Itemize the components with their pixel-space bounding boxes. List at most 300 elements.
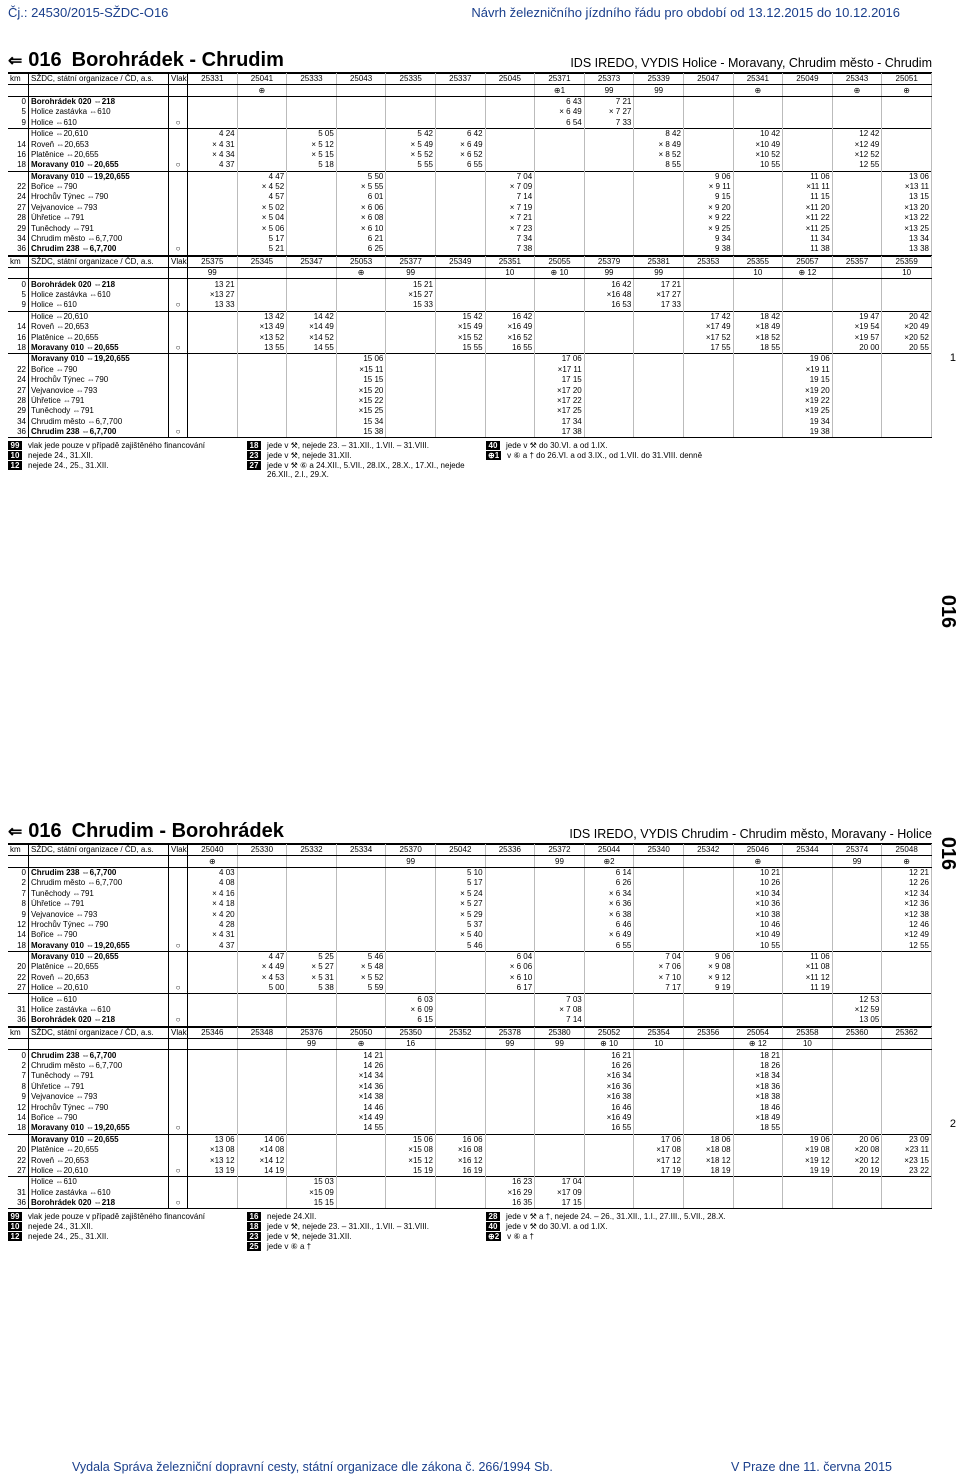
line-number: 016	[28, 49, 62, 71]
departure-time: 15 21	[386, 279, 436, 290]
departure-time: 16 23	[485, 1177, 535, 1188]
departure-time	[535, 983, 585, 994]
departure-time: 14 19	[237, 1166, 287, 1177]
departure-time	[535, 1113, 585, 1123]
departure-time: 8 42	[634, 128, 684, 139]
train-number: 25341	[733, 74, 783, 85]
departure-time	[485, 150, 535, 160]
departure-time	[832, 1050, 882, 1061]
departure-time	[386, 1188, 436, 1198]
train-note-marker	[29, 1039, 169, 1050]
departure-time: 23 09	[882, 1134, 932, 1145]
departure-time: 7 17	[634, 983, 684, 994]
train-note-marker: 16	[386, 1039, 436, 1050]
table-row	[8, 182, 932, 192]
departure-time	[584, 354, 634, 365]
departure-time: 7 33	[584, 118, 634, 129]
departure-time	[237, 107, 287, 117]
departure-time	[237, 889, 287, 899]
departure-time: 4 57	[237, 192, 287, 202]
departure-time: ×15 25	[336, 406, 386, 416]
station-name: Holice zastávka ⇔610	[29, 1188, 169, 1198]
departure-time	[535, 311, 585, 322]
departure-time	[336, 343, 386, 354]
km-cell: 22	[8, 1155, 29, 1165]
departure-time	[683, 1071, 733, 1081]
departure-time	[188, 1015, 238, 1026]
departure-time	[237, 994, 287, 1005]
departure-time: × 6 49	[584, 930, 634, 940]
departure-time	[188, 332, 238, 342]
departure-time	[733, 96, 783, 107]
departure-time: × 5 04	[237, 213, 287, 223]
departure-time: 14 46	[336, 1102, 386, 1112]
table-row	[8, 118, 932, 129]
departure-time	[435, 279, 485, 290]
departure-time: ×16 48	[584, 290, 634, 300]
departure-time	[188, 983, 238, 994]
station-name: Holice ⇔610	[29, 1177, 169, 1188]
departure-time: 5 42	[386, 128, 436, 139]
departure-time	[485, 941, 535, 952]
departure-time	[386, 375, 436, 385]
departure-time	[584, 951, 634, 962]
station-name: Bořice ⇔790	[29, 930, 169, 940]
departure-time	[832, 1071, 882, 1081]
table-row	[8, 878, 932, 888]
departure-time	[584, 994, 634, 1005]
departure-time: 4 37	[188, 941, 238, 952]
departure-time	[783, 343, 833, 354]
departure-time	[683, 899, 733, 909]
train-number: 25340	[634, 845, 684, 856]
departure-time	[634, 899, 684, 909]
departure-time	[237, 1198, 287, 1209]
timetable-table	[8, 1027, 932, 1210]
station-name: Chrudim 238 ⇔6,7,700	[29, 1050, 169, 1061]
departure-time	[733, 203, 783, 213]
departure-time	[733, 1155, 783, 1165]
train-number: 25047	[683, 74, 733, 85]
departure-time	[832, 889, 882, 899]
departure-time	[535, 1123, 585, 1134]
km-cell: 27	[8, 203, 29, 213]
departure-time: ×15 11	[336, 365, 386, 375]
train-number: 25380	[535, 1027, 585, 1038]
station-name: Úhřetice ⇔791	[29, 396, 169, 406]
km-cell	[8, 171, 29, 182]
departure-time: 6 55	[435, 160, 485, 171]
departure-time	[237, 1005, 287, 1015]
departure-time	[634, 1123, 684, 1134]
departure-time	[634, 332, 684, 342]
departure-time	[287, 171, 337, 182]
departure-time	[287, 909, 337, 919]
departure-time	[435, 354, 485, 365]
departure-time: ×19 25	[783, 406, 833, 416]
departure-time: 15 06	[336, 354, 386, 365]
train-note-marker	[435, 1039, 485, 1050]
train-number: 25348	[237, 1027, 287, 1038]
departure-time	[386, 171, 436, 182]
departure-time	[287, 1071, 337, 1081]
departure-time: × 5 55	[336, 182, 386, 192]
departure-time	[287, 290, 337, 300]
departure-time	[237, 96, 287, 107]
departure-time	[683, 1177, 733, 1188]
station-name: Vejvanovice ⇔793	[29, 1092, 169, 1102]
stop-marker	[169, 1050, 188, 1061]
departure-time	[634, 406, 684, 416]
departure-time	[188, 1005, 238, 1015]
departure-time	[435, 1082, 485, 1092]
departure-time	[336, 332, 386, 342]
departure-time	[435, 203, 485, 213]
departure-time	[485, 930, 535, 940]
departure-time: 7 03	[535, 994, 585, 1005]
train-note-marker: ⊕ 10	[584, 1039, 634, 1050]
departure-time	[188, 962, 238, 972]
departure-time	[535, 1082, 585, 1092]
departure-time: 9 34	[683, 234, 733, 244]
departure-time	[386, 867, 436, 878]
footnote-key: 23	[247, 1232, 261, 1241]
section-heading	[8, 817, 932, 844]
departure-time: × 7 19	[485, 203, 535, 213]
departure-time: 13 42	[237, 311, 287, 322]
departure-time	[882, 427, 932, 438]
footnote-column	[247, 1212, 472, 1252]
departure-time: 18 26	[733, 1061, 783, 1071]
departure-time	[386, 899, 436, 909]
departure-time	[882, 1188, 932, 1198]
departure-time	[287, 406, 337, 416]
departure-time	[485, 1071, 535, 1081]
departure-time	[237, 941, 287, 952]
departure-time	[733, 417, 783, 427]
column-header: km	[8, 256, 29, 267]
train-number: 25375	[188, 256, 238, 267]
departure-time: 19 15	[783, 375, 833, 385]
departure-time: 23 22	[882, 1166, 932, 1177]
departure-time: ×14 49	[287, 322, 337, 332]
departure-time	[535, 160, 585, 171]
departure-time	[584, 244, 634, 255]
station-name: Tuněchody ⇔791	[29, 1071, 169, 1081]
departure-time	[683, 1050, 733, 1061]
departure-time	[435, 1005, 485, 1015]
departure-time	[832, 107, 882, 117]
stop-marker	[169, 203, 188, 213]
departure-time	[584, 973, 634, 983]
departure-time: 17 04	[535, 1177, 585, 1188]
departure-time	[435, 973, 485, 983]
departure-time	[386, 889, 436, 899]
departure-time: 9 15	[683, 192, 733, 202]
departure-time	[882, 994, 932, 1005]
table-row	[8, 930, 932, 940]
train-note-marker: 99	[386, 856, 436, 867]
km-cell: 5	[8, 107, 29, 117]
departure-time: 4 24	[188, 128, 238, 139]
departure-time: 15 15	[336, 375, 386, 385]
departure-time	[733, 234, 783, 244]
timetable-section-borohradek-chrudim	[8, 46, 932, 480]
departure-time	[584, 343, 634, 354]
table-row	[8, 150, 932, 160]
departure-time: 7 04	[634, 951, 684, 962]
departure-time	[634, 213, 684, 223]
departure-time: 12 42	[832, 128, 882, 139]
departure-time	[287, 354, 337, 365]
station-name: Platěnice ⇔20,655	[29, 150, 169, 160]
departure-time	[683, 994, 733, 1005]
departure-time	[683, 1123, 733, 1134]
departure-time: ×17 25	[535, 406, 585, 416]
departure-time: 16 26	[584, 1061, 634, 1071]
station-name: Hrochův Týnec ⇔790	[29, 192, 169, 202]
departure-time: 5 18	[287, 160, 337, 171]
footnote	[8, 441, 233, 450]
stop-marker	[169, 213, 188, 223]
departure-time	[733, 962, 783, 972]
table-row	[8, 994, 932, 1005]
departure-time	[832, 1061, 882, 1071]
departure-time	[683, 406, 733, 416]
footnote-text: nejede 24.XII.	[267, 1212, 317, 1222]
departure-time	[832, 223, 882, 233]
departure-time	[783, 867, 833, 878]
station-name: Moravany 010 ⇔20,655	[29, 951, 169, 962]
departure-time: ×17 52	[683, 332, 733, 342]
departure-time	[386, 385, 436, 395]
km-cell: 18	[8, 1123, 29, 1134]
km-cell: 9	[8, 118, 29, 129]
departure-time	[634, 941, 684, 952]
train-note-marker: ⊕ 10	[535, 268, 585, 279]
departure-time: ×13 20	[882, 203, 932, 213]
station-name: Bořice ⇔790	[29, 365, 169, 375]
departure-time	[535, 1050, 585, 1061]
stop-marker	[169, 96, 188, 107]
train-number: 25345	[237, 256, 287, 267]
departure-time: × 9 22	[683, 213, 733, 223]
train-note-marker	[29, 268, 169, 279]
km-cell	[8, 951, 29, 962]
train-number: 25331	[188, 74, 238, 85]
station-name: Roveň ⇔20,653	[29, 139, 169, 149]
departure-time	[237, 279, 287, 290]
departure-time	[783, 889, 833, 899]
departure-time	[237, 427, 287, 438]
train-note-marker: ⊕	[733, 85, 783, 96]
departure-time	[683, 1102, 733, 1112]
table-row	[8, 203, 932, 213]
footnote	[486, 1232, 786, 1241]
footnote	[247, 451, 472, 460]
departure-time: 5 00	[237, 983, 287, 994]
departure-time	[832, 941, 882, 952]
departure-time: 15 19	[386, 1166, 436, 1177]
stop-marker	[169, 290, 188, 300]
departure-time	[535, 1092, 585, 1102]
train-note-marker: 99	[832, 856, 882, 867]
departure-time	[435, 417, 485, 427]
departure-time	[435, 118, 485, 129]
column-header: Vlak	[169, 1027, 188, 1038]
departure-time	[188, 1123, 238, 1134]
train-number: 25335	[386, 74, 436, 85]
departure-time	[386, 192, 436, 202]
departure-time	[336, 909, 386, 919]
departure-time	[287, 1134, 337, 1145]
train-number: 25052	[584, 1027, 634, 1038]
train-number: 25351	[485, 256, 535, 267]
departure-time	[882, 160, 932, 171]
departure-time	[435, 994, 485, 1005]
train-note-marker	[336, 85, 386, 96]
departure-time	[336, 150, 386, 160]
departure-time: 18 06	[683, 1134, 733, 1145]
station-name: Hrochův Týnec ⇔790	[29, 375, 169, 385]
stop-marker	[169, 396, 188, 406]
departure-time: ×11 25	[783, 223, 833, 233]
departure-time	[584, 427, 634, 438]
departure-time	[287, 1113, 337, 1123]
km-cell: 2	[8, 878, 29, 888]
departure-time: × 4 49	[237, 962, 287, 972]
departure-time	[237, 150, 287, 160]
table-row	[8, 1198, 932, 1209]
departure-time: ×10 49	[733, 930, 783, 940]
departure-time	[188, 107, 238, 117]
km-cell: 0	[8, 96, 29, 107]
departure-time	[188, 1198, 238, 1209]
departure-time	[237, 920, 287, 930]
departure-time	[336, 994, 386, 1005]
departure-time: ×14 52	[287, 332, 337, 342]
departure-time: 15 15	[287, 1198, 337, 1209]
departure-time: × 6 06	[485, 962, 535, 972]
station-name: Borohrádek 020 ⇔218	[29, 1015, 169, 1026]
departure-time: 4 28	[188, 920, 238, 930]
departure-time	[287, 396, 337, 406]
departure-time	[634, 878, 684, 888]
departure-time	[188, 203, 238, 213]
departure-time: 13 15	[882, 192, 932, 202]
departure-time	[435, 290, 485, 300]
departure-time	[336, 290, 386, 300]
departure-time	[832, 96, 882, 107]
column-header: SŽDC, státní organizace / ČD, a.s.	[29, 74, 169, 85]
departure-time	[188, 973, 238, 983]
station-name: Moravany 010 ⇔19,20,655	[29, 171, 169, 182]
departure-time	[783, 332, 833, 342]
departure-time: 4 37	[188, 160, 238, 171]
km-cell: 8	[8, 1082, 29, 1092]
departure-time	[634, 396, 684, 406]
departure-time: ×18 12	[683, 1155, 733, 1165]
departure-time	[237, 1113, 287, 1123]
departure-time	[634, 1015, 684, 1026]
departure-time	[882, 290, 932, 300]
departure-time	[287, 994, 337, 1005]
departure-time	[783, 300, 833, 311]
departure-time: ×16 49	[584, 1113, 634, 1123]
km-cell: 16	[8, 150, 29, 160]
departure-time	[584, 203, 634, 213]
departure-time	[584, 192, 634, 202]
departure-time	[386, 920, 436, 930]
departure-time	[336, 1198, 386, 1209]
departure-time	[435, 1061, 485, 1071]
departure-time	[287, 107, 337, 117]
departure-time	[386, 1071, 436, 1081]
departure-time	[435, 223, 485, 233]
table-row	[8, 1188, 932, 1198]
train-number: 25332	[287, 845, 337, 856]
departure-time	[435, 107, 485, 117]
departure-time: 17 06	[535, 354, 585, 365]
stop-marker	[169, 951, 188, 962]
departure-time	[634, 930, 684, 940]
departure-time	[783, 909, 833, 919]
departure-time: 15 03	[287, 1177, 337, 1188]
departure-time	[882, 139, 932, 149]
table-row	[8, 1082, 932, 1092]
departure-time: 5 37	[435, 920, 485, 930]
departure-time	[535, 878, 585, 888]
table-row	[8, 909, 932, 919]
departure-time: 5 59	[336, 983, 386, 994]
table-row	[8, 962, 932, 972]
departure-time	[832, 427, 882, 438]
departure-time	[485, 139, 535, 149]
departure-time	[237, 1071, 287, 1081]
departure-time	[188, 96, 238, 107]
train-number: 25362	[882, 1027, 932, 1038]
departure-time: 13 55	[237, 343, 287, 354]
departure-time	[535, 973, 585, 983]
train-number: 25372	[535, 845, 585, 856]
departure-time: 19 06	[783, 354, 833, 365]
departure-time: 18 55	[733, 1123, 783, 1134]
departure-time	[783, 150, 833, 160]
km-cell: 18	[8, 343, 29, 354]
departure-time	[435, 1177, 485, 1188]
departure-time	[485, 160, 535, 171]
departure-time	[237, 375, 287, 385]
table-row	[8, 1166, 932, 1177]
departure-time: 11 19	[783, 983, 833, 994]
departure-time: × 5 40	[435, 930, 485, 940]
station-name: Moravany 010 ⇔19,20,655	[29, 354, 169, 365]
km-cell: 20	[8, 1145, 29, 1155]
departure-time	[832, 354, 882, 365]
departure-time	[386, 396, 436, 406]
departure-time	[386, 1050, 436, 1061]
departure-time: × 7 27	[584, 107, 634, 117]
departure-time	[188, 417, 238, 427]
station-name: Tuněchody ⇔791	[29, 889, 169, 899]
departure-time: ×19 08	[783, 1145, 833, 1155]
departure-time	[832, 983, 882, 994]
departure-time	[287, 223, 337, 233]
departure-time	[733, 1145, 783, 1155]
departure-time: × 9 20	[683, 203, 733, 213]
departure-time	[832, 867, 882, 878]
departure-time	[584, 128, 634, 139]
